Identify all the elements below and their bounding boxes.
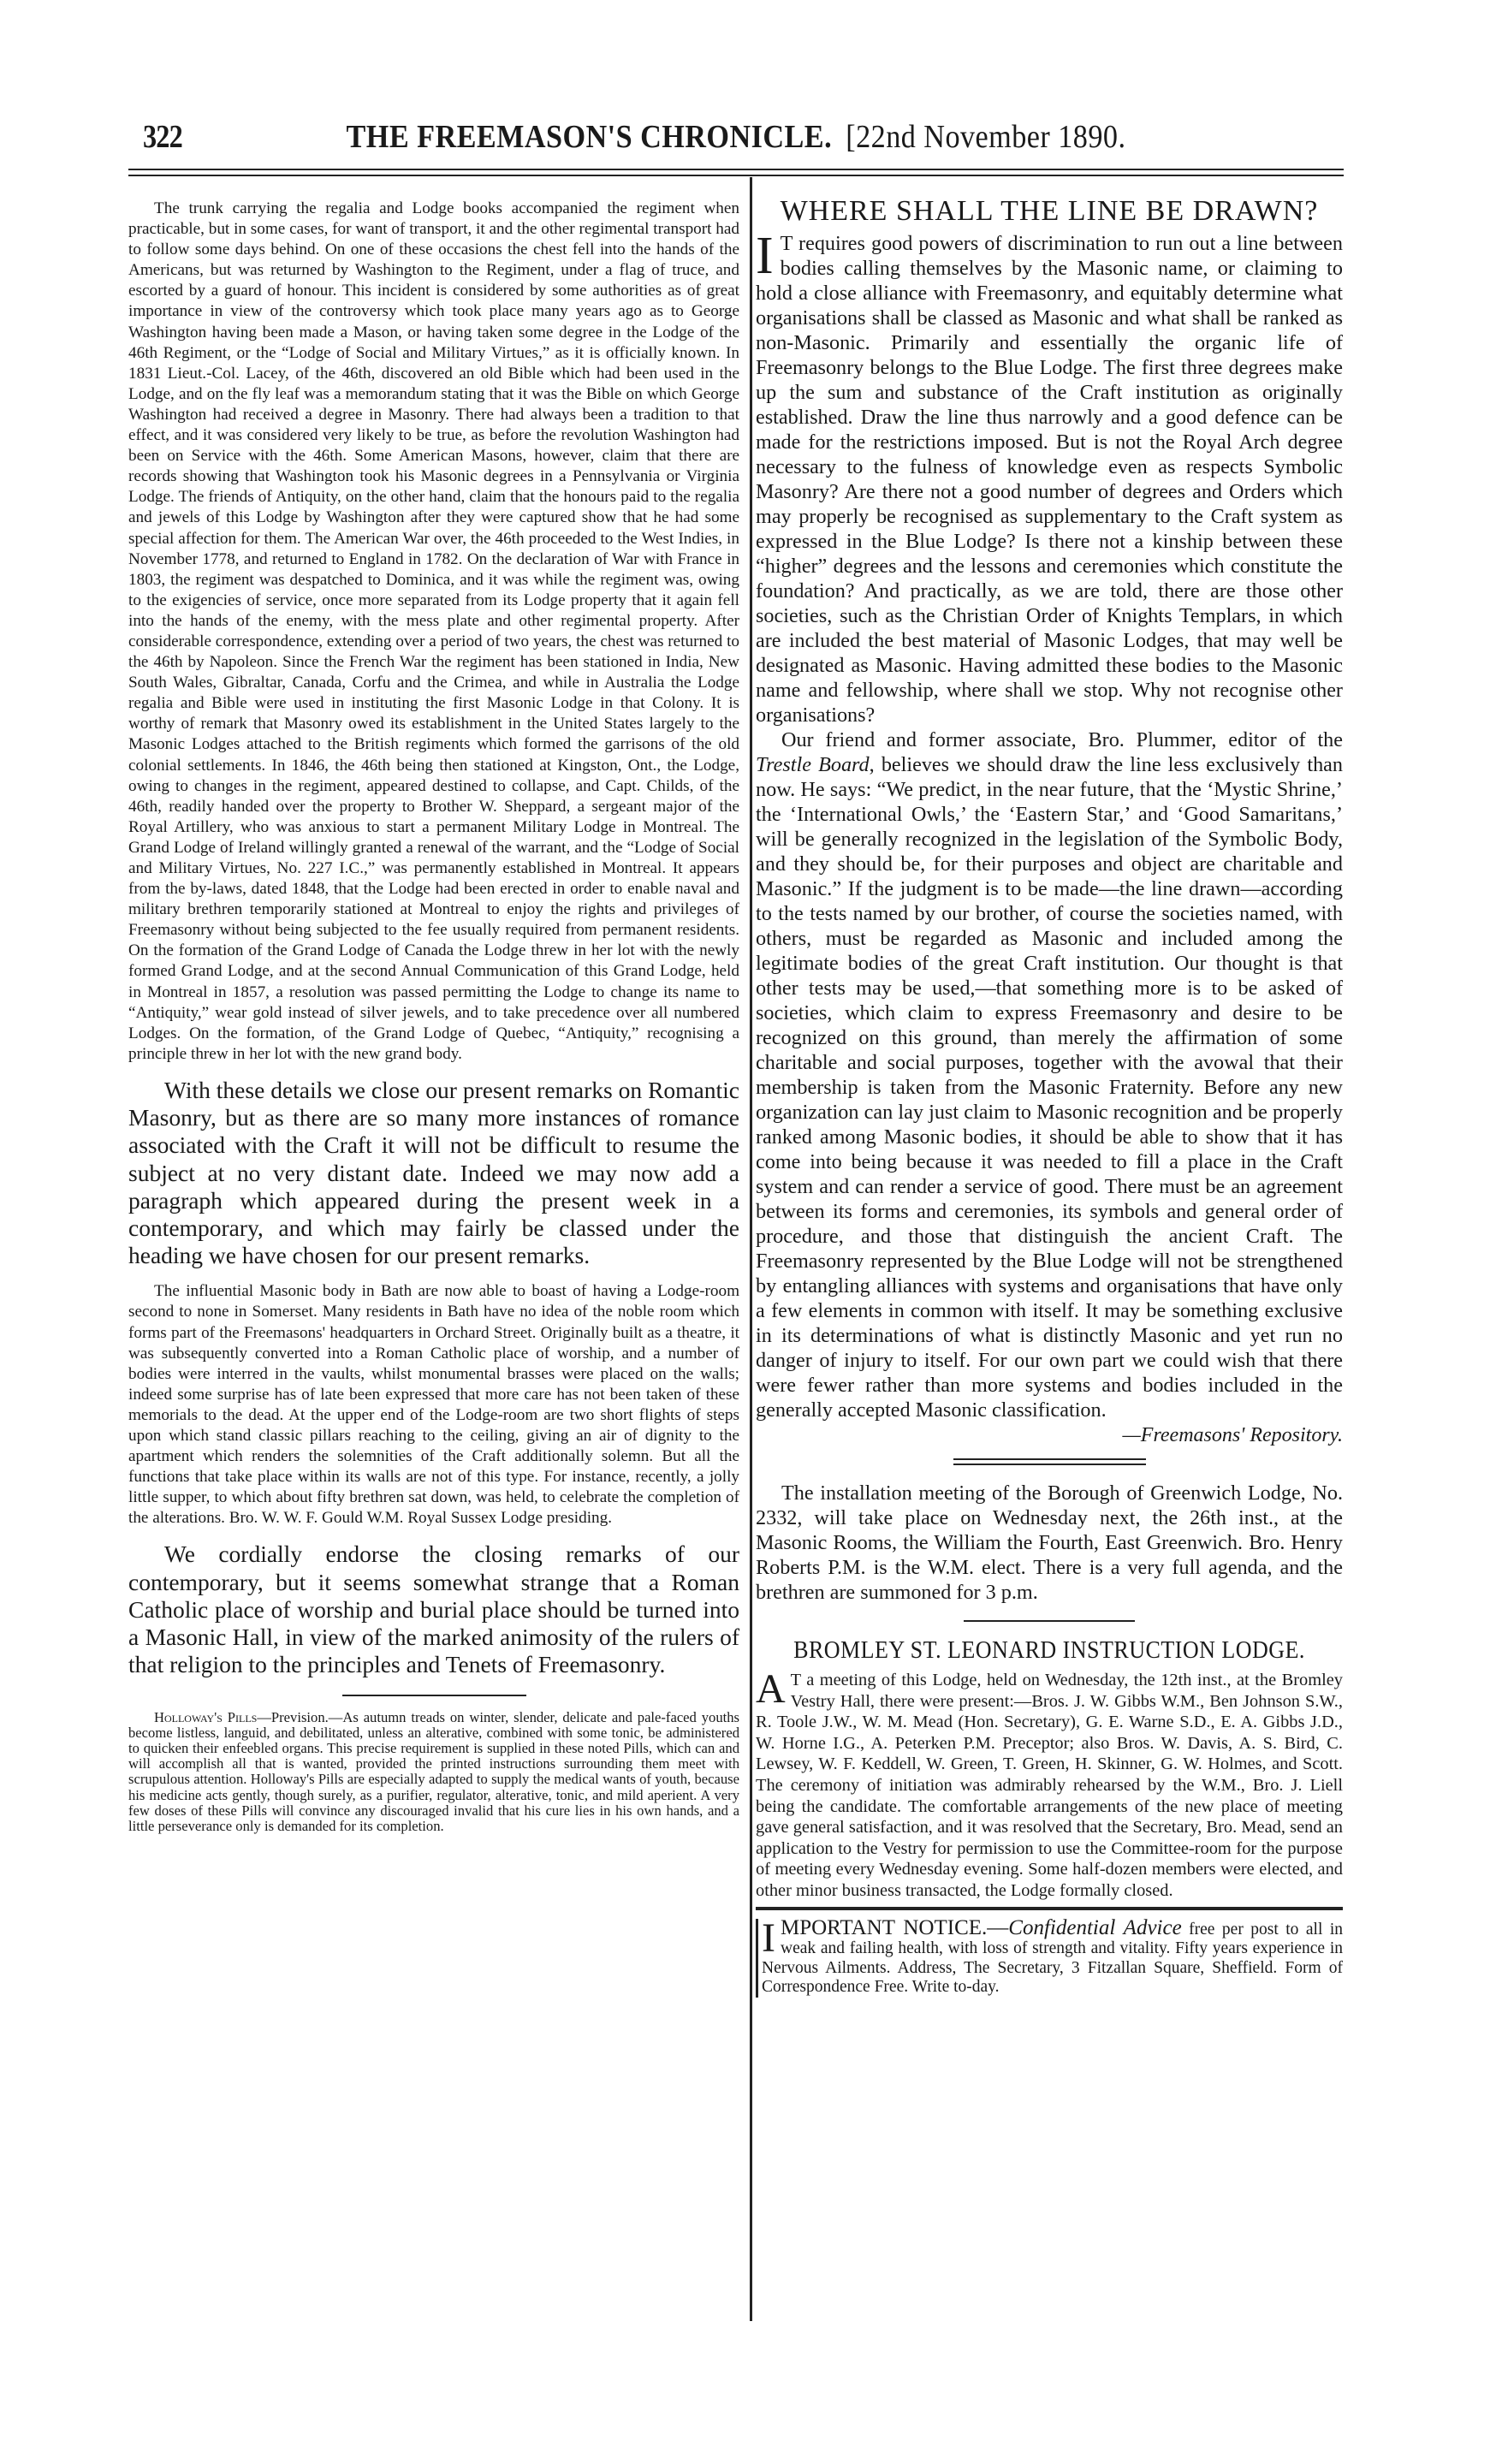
article-attribution: —Freemasons' Repository. [1122, 1424, 1343, 1446]
holloway-text: —Prevision.—As autumn treads on winter, slender, delicate and pale-faced youths become listless, languid, and debilitated, unless an alterative, combined with some tonic, be administered to quicken their enfeebled organs. This precise requirement is supplied in these noted Pills, which can and will accomplish all that is wanted, provided the printed instructions surrounding them meet with scrupulous attention. Holloway's Pills are especially adapted to supply the medical wants of youth, because his medicine acts gently, though surely, as a purifier, regulator, alterative, tonic, and mild aperient. A very few doses of these Pills will convince any discouraged invalid that his cure lies in his own hands, and a little perseverance only is demanded for its completion. [128, 1708, 739, 1834]
spacer [756, 1622, 1343, 1637]
spacer [128, 1679, 739, 1695]
notice-text: free per post to all in weak and failing health, with loss of strength and vitality. Fifty years experience in Nervous Ailments. Address, The Secretary, 3 Fitzallan Square, Sheffield. Form of Correspondence Free. Write to-day. [762, 1920, 1343, 1997]
page-number: 322 [143, 119, 182, 155]
holloway-advert [128, 1710, 739, 1835]
header-rule-bottom [128, 175, 1344, 176]
greenwich-paragraph: The installation meeting of the Borough of Greenwich Lodge, No. 2332, will take place on Wednesday next, the 26th inst., at the Masonic Rooms, the William the Fourth, East Greenwich. Bro. Henry Roberts P.M. is the W.M. elect. There is a very full agenda, and the brethren are summoned for 3 p.m. [756, 1481, 1343, 1604]
section-double-rule [953, 1458, 1146, 1465]
drop-cap: I [762, 1915, 775, 1961]
article-paragraph-2-text: Our friend and former associate, Bro. Plummer, editor of the [781, 728, 1343, 751]
article-paragraph-1 [756, 227, 1343, 727]
spacer [128, 1529, 739, 1541]
publication-title: THE FREEMASON'S CHRONICLE. [346, 119, 833, 155]
article-headline: WHERE SHALL THE LINE BE DRAWN? [780, 195, 1319, 227]
bath-lodge-paragraph: The influential Masonic body in Bath are now able to boast of having a Lodge-room second to none in Somerset. Many residents in Bath have no idea of the noble room which forms part of the Freemasons' headquarters in Orchard Street. Originally built as a theatre, it was subsequently converted into a Roman Catholic place of worship, and a number of bodies were interred in the vaults, whilst monumental brasses were placed on the walls; indeed some surprise has of late been expressed that more care has not been taken of these memorials to the dead. At the upper end of the Lodge-room are two short flights of steps upon which stand classic pillars reaching to the ceiling, giving an air of dignity to the apartment which renders the solemnities of the Craft additionally solemn. But all the functions that take place within its walls are not of this type. For instance, recently, a jolly little supper, to which about fifty brethren sat down, was held, to celebrate the completion of the alterations. Bro. W. W. F. Gould W.M. Royal Sussex Lodge presiding. [128, 1282, 739, 1528]
article-paragraph-2 [756, 727, 1343, 1422]
spacer [128, 1696, 739, 1710]
drop-cap: I [756, 227, 774, 285]
spacer [756, 1448, 1343, 1458]
holloway-label: Holloway's Pills [154, 1708, 258, 1725]
spacer [128, 1269, 739, 1281]
left-column [128, 199, 739, 1834]
notice-lead: MPORTANT NOTICE.— [780, 1915, 1009, 1939]
drop-cap: A [756, 1666, 786, 1712]
article-paragraph-2-text-cont: , believes we should draw the line less exclusively than now. He says: “We predict, in the near future, that the ‘Mystic Shrine,’ the ‘International Owls,’ the ‘Eastern Star,’ and ‘Good Samaritans,’ will be generally recognized in the legislation of the Symbolic Body, and they should be, for their purposes and object are charitable and Masonic.” If the judgment is to be made—the line drawn—according to the tests named by our brother, of course the societies named, with others, must be regarded as Masonic and included among the legitimate bodies of the great Craft institution. Our thought is that other tests may be used,—that something more is to be asked of societies, which claim to express Freemasonry and desire to be recognized on this ground, than merely the affirmation of some charitable and social purposes, together with the avowal that their membership is taken from the Masonic Fraternity. Before any new organization can lay just claim to Masonic recognition and be properly ranked among Masonic bodies, it should be able to show that it has come into being because it was needed to fill a place in the Craft system and can render a service of good. There must be an agreement between its forms and ceremonies, its symbols and general order of procedure, and those that distinguish the ancient Craft. The Freemasonry represented by the Blue Lodge will not be strengthened by entangling alliances with systems and organisations that have only a few elements in common with itself. It may be something exclusive in its determinations of what is distinctly Masonic and yet run no danger of injury to itself. For our own part we could wish that there were fewer rather than more systems and bodies included in the generally accepted Masonic classification. [756, 753, 1343, 1422]
column-divider [750, 177, 752, 2321]
right-column [756, 195, 1343, 1998]
bromley-heading: BROMLEY ST. LEONARD INSTRUCTION LODGE. [793, 1637, 1305, 1664]
endorse-paragraph: We cordially endorse the closing remarks of our contemporary, but it seems somewhat strange that a Roman Catholic place of worship and burial place should be turned into a Masonic Hall, in view of the marked animosity of the rulers of that religion to the principles and Tenets of Freemasonry. [128, 1541, 739, 1678]
important-notice [756, 1915, 1343, 1998]
header-rule-top [128, 169, 1344, 170]
publication-name-italic: Trestle Board [756, 753, 870, 776]
closing-remarks-paragraph: With these details we close our present remarks on Romantic Masonry, but as there are so many more instances of romance associated with the Craft it will not be difficult to resume the subject at no very distant date. Indeed we may now add a paragraph which appeared during the present week in a contemporary, and which may fairly be classed under the heading we have chosen for our present remarks. [128, 1076, 739, 1269]
spacer [128, 1065, 739, 1077]
spacer [756, 1465, 1343, 1481]
article-paragraph-1-text: T requires good powers of discrimination to run out a line between bodies calling themselves by the Masonic name, or claiming to hold a close alliance with Freemasonry, and equitably determine what organisations shall be classed as Masonic and what shall be ranked as non-Masonic. Primarily and essentially the organic life of Freemasonry belongs to the Blue Lodge. The first three degrees make up the sum and substance of the Craft institution as originally established. Draw the line thus narrowly and a good defence can be made for the restrictions imposed. But is not the Royal Arch degree necessary to the fulness of knowledge even as respects Symbolic Masonry? Are there not a good number of degrees and Orders which may properly be recognised as supplementary to the Craft system as expressed in the Blue Lodge? Is there not a kinship between these “higher” degrees and the lessons and ceremonies which constitute the foundation? And practically, as we are told, there are those other societies, such as the Christian Order of Knights Templars, in which are included the best material of Masonic Lodges, that may well be designated as Masonic. Having admitted these bodies to the Masonic name and fellowship, where shall we stop. Why not recognise other organisations? [756, 232, 1343, 727]
issue-date: [22nd November 1890. [846, 119, 1126, 155]
spacer [756, 1605, 1343, 1620]
notice-italic: Confidential Advice [1008, 1915, 1182, 1939]
bromley-text: T a meeting of this Lodge, held on Wednesday, the 12th inst., at the Bromley Vestry Hall, there were present:—Bros. J. W. Gibbs W.M., Ben Johnson S.W., R. Toole J.W., W. M. Mead (Hon. Secretary), G. E. Warne S.D., E. A. Gibbs J.D., W. Horne I.G., A. Peterken P.M. Preceptor; also Bros. W. Davis, A. S. Bird, C. Lewsey, W. F. Keddell, W. Green, T. Green, H. Skinner, G. W. Holmes, and Scott. The ceremony of initiation was admirably rehearsed by the W.M., Bro. J. Liell being the candidate. The comfortable arrangements of the new place of meeting gave general satisfaction, and it was resolved that the Secretary, Bro. Mead, send an application to the Vestry for permission to use the Committee-room for the purpose of meeting every Wednesday evening. Some half-dozen members were elected, and other minor business transacted, the Lodge formally closed. [756, 1671, 1343, 1900]
masthead [189, 118, 1283, 156]
page-header [128, 118, 1344, 159]
romantic-masonry-paragraph: The trunk carrying the regalia and Lodge books accompanied the regiment when practicable, but in some cases, for want of transport, it and the other regimental transport had to follow some days behind. On one of these occasions the chest fell into the hands of the Americans, but was returned by Washington to the Regiment, under a flag of truce, and escorted by a guard of honour. This incident is considered by some authorities as of great importance in view of the controversy which took place many years ago as to George Washington having been made a Mason, or having taken some degree in the Lodge of the 46th Regiment, or the “Lodge of Social and Military Virtues,” as it is officially known. In 1831 Lieut.-Col. Lacey, of the 46th, discovered an old Bible which had been used in the Lodge, and on the fly leaf was a memorandum stating that it was the Bible on which George Washington had received a degree in Masonry. There had always been a tradition to that effect, and it was considered very likely to be true, as before the revolution Washington had been on Service with the 46th. Some American Masons, however, claim that there are records showing that Washington took his Masonic degrees in a Pennsylvania or Virginia Lodge. The friends of Antiquity, on the other hand, claim that the honours paid to the regalia and jewels of this Lodge by Washington after they were captured show that he had some special affection for them. The American War over, the 46th proceeded to the West Indies, in November 1778, and returned to England in 1782. On the declaration of War with France in 1803, the regiment was despatched to Dominica, and it was while the regiment was, owing to the exigencies of service, once more separated from its Lodge property that it again fell into the hands of the enemy, with the mess plate and other regimental property. After considerable correspondence, extending over a period of two years, the chest was returned to the 46th by Napoleon. Since the French War the regiment has been stationed in India, New South Wales, Gibraltar, Canada, Corfu and the Crimea, and while in Australia the Lodge regalia and Bible were used in instituting the first Masonic Lodge in that Colony. It is worthy of remark that Masonry owed its establishment in the United States largely to the Masonic Lodges attached to the British regiments which formed the garrisons of the old colonial settlements. In 1846, the 46th being then stationed at Kingston, Ont., the Lodge, owing to changes in the regiment, appeared destined to collapse, and Capt. Childs, of the 46th, readily handed over the property to Brother W. Sheppard, a sergeant major of the Royal Artillery, who was anxious to start a permanent Military Lodge in Montreal. The Grand Lodge of Ireland willingly granted a renewal of the warrant, and the “Lodge of Social and Military Virtues, No. 227 I.C.,” was permanently established in Montreal. It appears from the by-laws, dated 1848, that the Lodge had been erected in order to enable naval and military brethren temporarily stationed at Montreal to enjoy the rights and privileges of Freemasonry without being subjected to the fee usually required from permanent residents. On the formation of the Grand Lodge of Canada the Lodge threw in her lot with the newly formed Grand Lodge, and at the second Annual Communication of this Grand Lodge, held in Montreal in 1857, a resolution was passed permitting the Lodge to change its name to “Antiquity,” wear gold instead of silver jewels, and to take precedence over all numbered Lodges. On the formation, of the Grand Lodge of Quebec, “Antiquity,” recognising a principle threw in her lot with the new grand body. [128, 199, 739, 1063]
bromley-paragraph [756, 1666, 1343, 1902]
notice-rule [756, 1907, 1343, 1910]
